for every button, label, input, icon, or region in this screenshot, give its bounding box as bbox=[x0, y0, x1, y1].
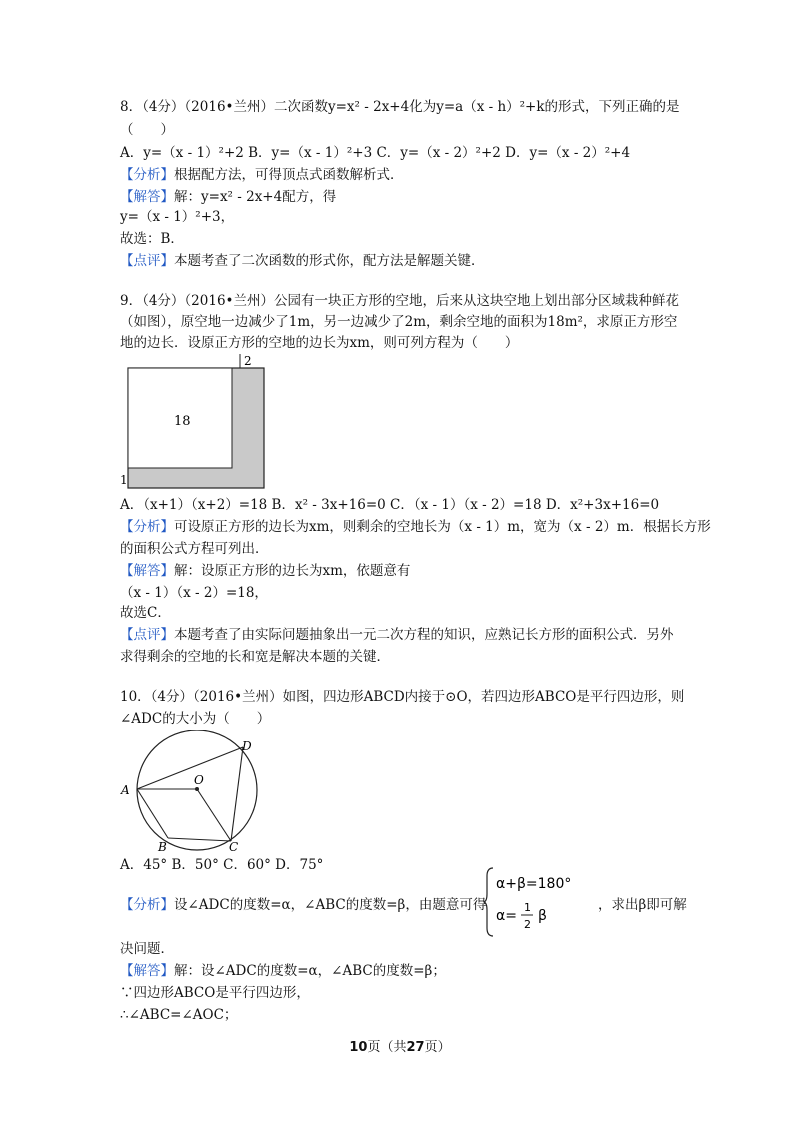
q10-answer-3: ∴∠ABC=∠AOC； bbox=[120, 1007, 238, 1023]
label-a: A bbox=[121, 783, 130, 797]
system-brace bbox=[484, 868, 493, 936]
q8-answer-2: y=（x - 1）²+3， bbox=[120, 209, 235, 225]
q8-options: A．y=（x - 1）²+2 B．y=（x - 1）²+3 C．y=（x - 2）²+2 D．y=（x - 2）²+4 bbox=[120, 145, 631, 161]
q9-analysis-2: 的面积公式方程可列出． bbox=[120, 541, 269, 557]
q8-answer-1 bbox=[120, 188, 336, 206]
comment-tag: 【点评】 bbox=[120, 253, 174, 269]
label-o: O bbox=[194, 773, 204, 787]
answer-text: 解：设∠ADC的度数=α，∠ABC的度数=β； bbox=[174, 963, 446, 979]
q9-stem-3: 地的边长．设原正方形的空地的边长为xm，则可列方程为（ ） bbox=[120, 335, 519, 351]
total-suffix: 页） bbox=[424, 1040, 451, 1055]
q9-stem-1: 9．（4分）（2016•兰州）公园有一块正方形的空地，后来从这块空地上划出部分区域栽种鲜花 bbox=[120, 293, 679, 309]
label-c: C bbox=[229, 840, 239, 852]
label-d: D bbox=[242, 739, 252, 753]
q8-comment bbox=[120, 252, 485, 270]
q8-stem: 8．（4分）（2016•兰州）二次函数y=x² - 2x+4化为y=a（x - h）²+k的形式，下列正确的是 bbox=[120, 99, 680, 115]
answer-text: 解：设原正方形的边长为xm，依题意有 bbox=[174, 563, 411, 579]
q9-analysis-1 bbox=[120, 518, 711, 536]
q9-square-diagram bbox=[120, 352, 270, 492]
page-number bbox=[0, 1036, 800, 1055]
comment-text: 本题考查了由实际问题抽象出一元二次方程的知识，应熟记长方形的面积公式．另外 bbox=[174, 627, 674, 643]
segment-bc bbox=[168, 838, 231, 841]
q10-circle-diagram bbox=[118, 730, 268, 852]
q9-options: A．（x+1）（x+2）=18 B．x² - 3x+16=0 C．（x - 1）（x - 2）=18 D．x²+3x+16=0 bbox=[120, 497, 660, 513]
comment-text: 本题考查了二次函数的形式你，配方法是解题关键． bbox=[174, 253, 485, 269]
page-suffix: 页（共 bbox=[367, 1040, 407, 1055]
answer-text: 解：y=x² - 2x+4配方，得 bbox=[174, 189, 337, 205]
equation-1: α+β=180° bbox=[496, 876, 572, 892]
label-1: 1 bbox=[120, 473, 128, 487]
equation-2-right: β bbox=[538, 908, 547, 924]
analysis-text: 可设原正方形的边长为xm，则剩余的空地长为（x - 1）m，宽为（x - 2）m．根据长方形 bbox=[174, 519, 711, 535]
label-18: 18 bbox=[174, 414, 191, 429]
q9-comment-2: 求得剩余的空地的长和宽是解决本题的关键． bbox=[120, 649, 390, 665]
fraction-denominator: 2 bbox=[524, 918, 531, 931]
q10-stem-1: 10．（4分）（2016•兰州）如图，四边形ABCD内接于⊙O，若四边形ABCO是平行四边形，则 bbox=[120, 689, 685, 705]
q10-options: A．45° B．50° C．60° D．75° bbox=[120, 857, 324, 873]
q10-analysis-1a bbox=[120, 896, 486, 914]
equation-2-left: α= bbox=[496, 908, 517, 924]
current-page: 10 bbox=[349, 1040, 368, 1055]
analysis-tag: 【分析】 bbox=[120, 167, 174, 183]
analysis-text: 根据配方法，可得顶点式函数解析式． bbox=[174, 167, 404, 183]
analysis-tag: 【分析】 bbox=[120, 897, 174, 913]
total-pages: 27 bbox=[406, 1040, 425, 1055]
segment-ad bbox=[137, 747, 243, 789]
comment-tag: 【点评】 bbox=[120, 627, 174, 643]
analysis-text: 设∠ADC的度数=α，∠ABC的度数=β，由题意可得 bbox=[174, 897, 487, 913]
q9-answer-3: 故选C． bbox=[120, 605, 171, 621]
q9-comment-1 bbox=[120, 626, 674, 644]
segment-oc bbox=[197, 789, 231, 841]
q9-answer-1 bbox=[120, 562, 410, 580]
q10-answer-2: ∵四边形ABCO是平行四边形， bbox=[120, 985, 310, 1001]
equation-system bbox=[484, 866, 592, 938]
label-b: B bbox=[158, 840, 167, 852]
q9-answer-2: （x - 1）（x - 2）=18， bbox=[120, 585, 268, 601]
q8-analysis bbox=[120, 166, 404, 184]
q10-stem-2: ∠ADC的大小为（ ） bbox=[120, 711, 271, 727]
answer-tag: 【解答】 bbox=[120, 963, 174, 979]
q10-analysis-2: 决问题． bbox=[120, 941, 174, 957]
answer-tag: 【解答】 bbox=[120, 563, 174, 579]
q8-paren: （ ） bbox=[120, 122, 174, 138]
q10-answer-1 bbox=[120, 962, 446, 980]
segment-dc bbox=[231, 747, 243, 841]
q9-stem-2: （如图），原空地一边减少了1m，另一边减少了2m，剩余空地的面积为18m²，求原正方形空 bbox=[120, 314, 678, 330]
answer-tag: 【解答】 bbox=[120, 189, 174, 205]
label-2: 2 bbox=[244, 354, 252, 368]
fraction-numerator: 1 bbox=[524, 901, 531, 914]
center-point bbox=[195, 787, 199, 791]
q8-answer-3: 故选：B． bbox=[120, 231, 184, 247]
q10-analysis-1b: ，求出β即可解 bbox=[598, 897, 687, 913]
analysis-tag: 【分析】 bbox=[120, 519, 174, 535]
